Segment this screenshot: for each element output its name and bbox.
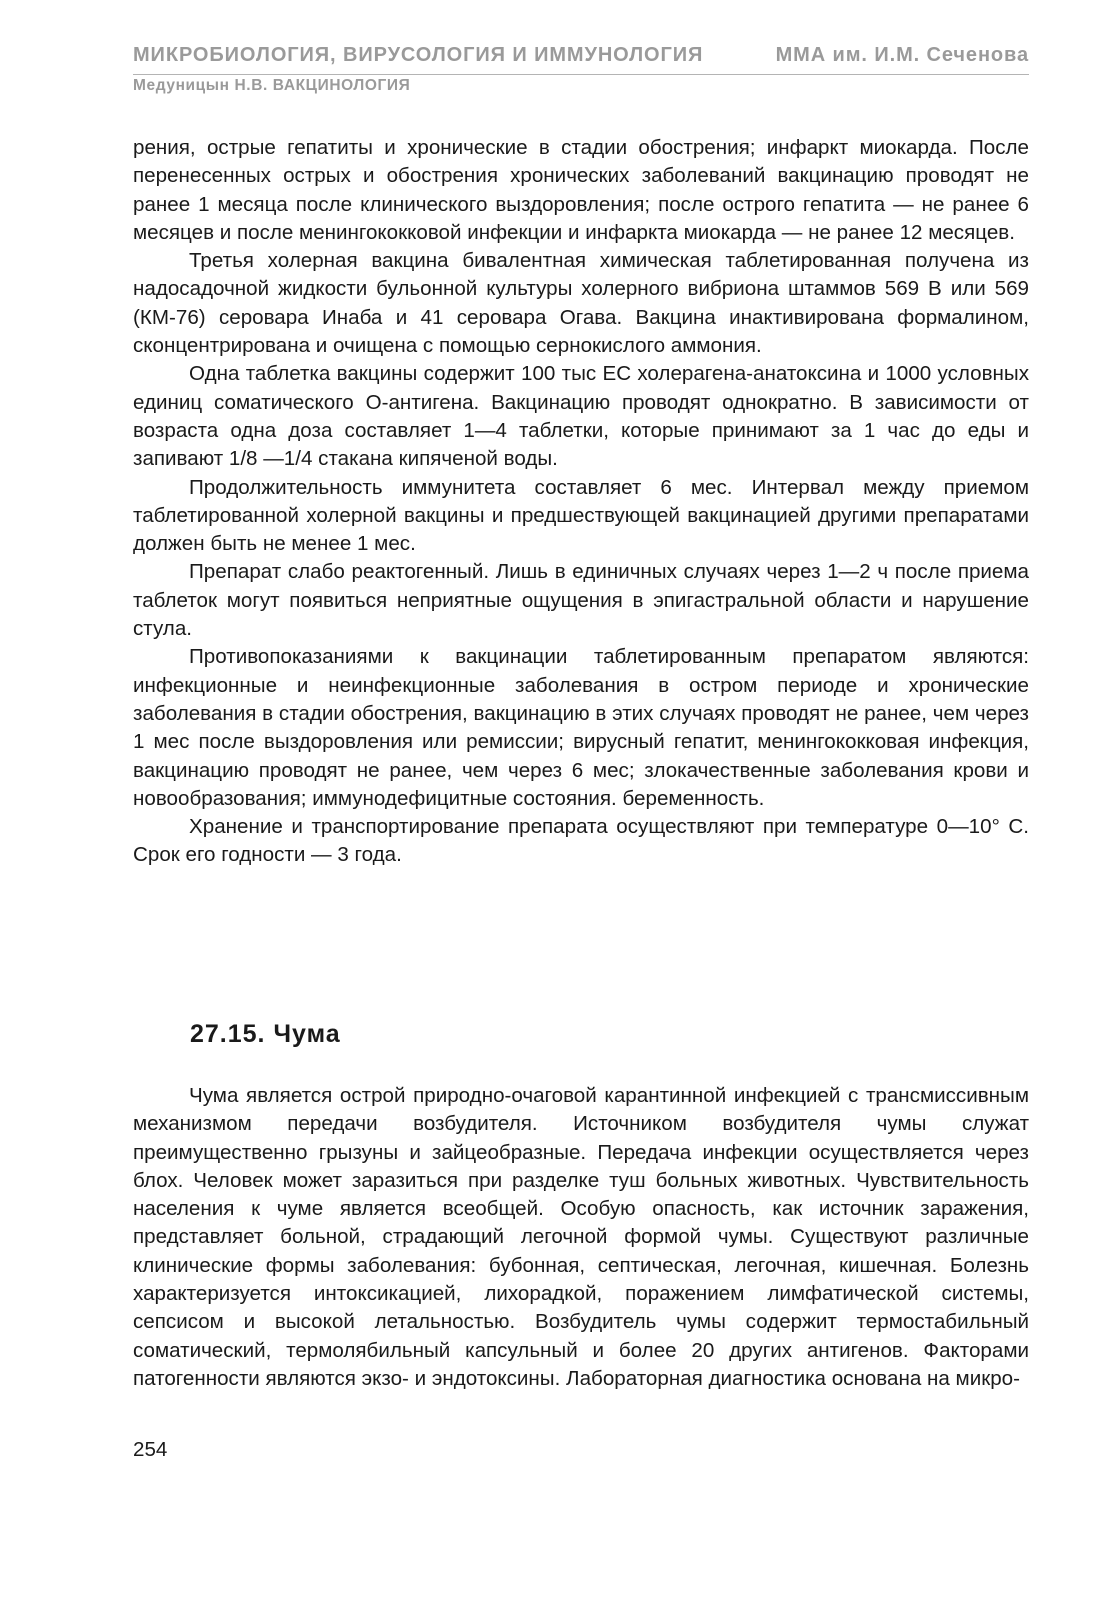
body-text-before-section (133, 134, 1029, 870)
section-heading: 27.15. Чума (190, 1020, 341, 1048)
header-rule (133, 74, 1029, 75)
running-head (133, 44, 1029, 95)
paragraph: рения, острые гепатиты и хронические в стадии обострения; инфаркт миокарда. После перенесенных острых и обострения хронических заболеваний вакцинацию проводят не ранее 1 месяца после клинического выздоровления; после острого гепатита — не ранее 6 месяцев и после менингококковой инфекции и инфаркта миокарда — не ранее 12 месяцев. (133, 136, 1029, 244)
paragraph: Чума является острой природно-очаговой карантинной инфекцией с трансмиссивным механизмом передачи возбудителя. Источником возбудителя чумы служат преимущественно грызуны и зайцеобразные. Передача инфекции осуществляется через блох. Человек может заразиться при разделке туш больных животных. Чувствительность населения к чуме является всеобщей. Особую опасность, как источник заражения, представляет больной, страдающий легочной формой чумы. Существуют различные клинические формы заболевания: бубонная, септическая, легочная, кишечная. Болезнь характеризуется интоксикацией, лихорадкой, поражением лимфатической системы, сепсисом и высокой летальностью. Возбудитель чумы содержит термостабильный соматический, термолябильный капсульный и более 20 других антигенов. Факторами патогенности являются экзо- и эндотоксины. Лабораторная диагностика основана на микро- (133, 1084, 1029, 1390)
paragraph: Одна таблетка вакцины содержит 100 тыс ЕС холерагена-анатоксина и 1000 условных единиц соматического О-антигена. Вакцинацию проводят однократно. В зависимости от возраста одна доза составляет 1—4 таблетки, которые принимают за 1 час до еды и запивают 1/8 —1/4 стакана кипяченой воды. (133, 362, 1029, 471)
body-text-after-section (133, 1082, 1029, 1393)
publisher-name: ММА им. И.М. Сеченова (775, 44, 1029, 66)
running-head-top-line (133, 44, 1029, 72)
paragraph: Третья холерная вакцина бивалентная химическая таблетированная получена из надосадочной жидкости бульонной культуры холерного вибриона штаммов 569 В или 569 (КМ-76) серовара Инаба и 41 серовара Огава. Вакцина инактивирована формалином, сконцентрирована и очищена с помощью сернокислого аммония. (133, 249, 1029, 358)
paragraph: Препарат слабо реактогенный. Лишь в единичных случаях через 1—2 ч после приема таблеток могут появиться неприятные ощущения в эпигастральной области и нарушение стула. (133, 560, 1029, 641)
book-title: МИКРОБИОЛОГИЯ, ВИРУСОЛОГИЯ И ИММУНОЛОГИЯ (133, 44, 704, 66)
page-number: 254 (133, 1438, 168, 1461)
paragraph: Противопоказаниями к вакцинации таблетированным препаратом являются: инфекционные и неинфекционные заболевания в остром периоде и хронические заболевания в стадии обострения, вакцинацию в этих случаях проводят не ранее, чем через 1 мес после выздоровления или ремиссии; вирусный гепатит, менингококковая инфекция, вакцинацию проводят не ранее, чем через 6 мес; злокачественные заболевания крови и новообразования; иммунодефицитные состояния. беременность. (133, 645, 1029, 810)
paragraph: Хранение и транспортирование препарата осуществляют при температуре 0—10° С. Срок его годности — 3 года. (133, 815, 1029, 867)
chapter-author-line: Медуницын Н.В. ВАКЦИНОЛОГИЯ (133, 77, 411, 94)
paragraph: Продолжительность иммунитета составляет 6 мес. Интервал между приемом таблетированной холерной вакцины и предшествующей вакцинацией другими препаратами должен быть не менее 1 мес. (133, 475, 1029, 556)
